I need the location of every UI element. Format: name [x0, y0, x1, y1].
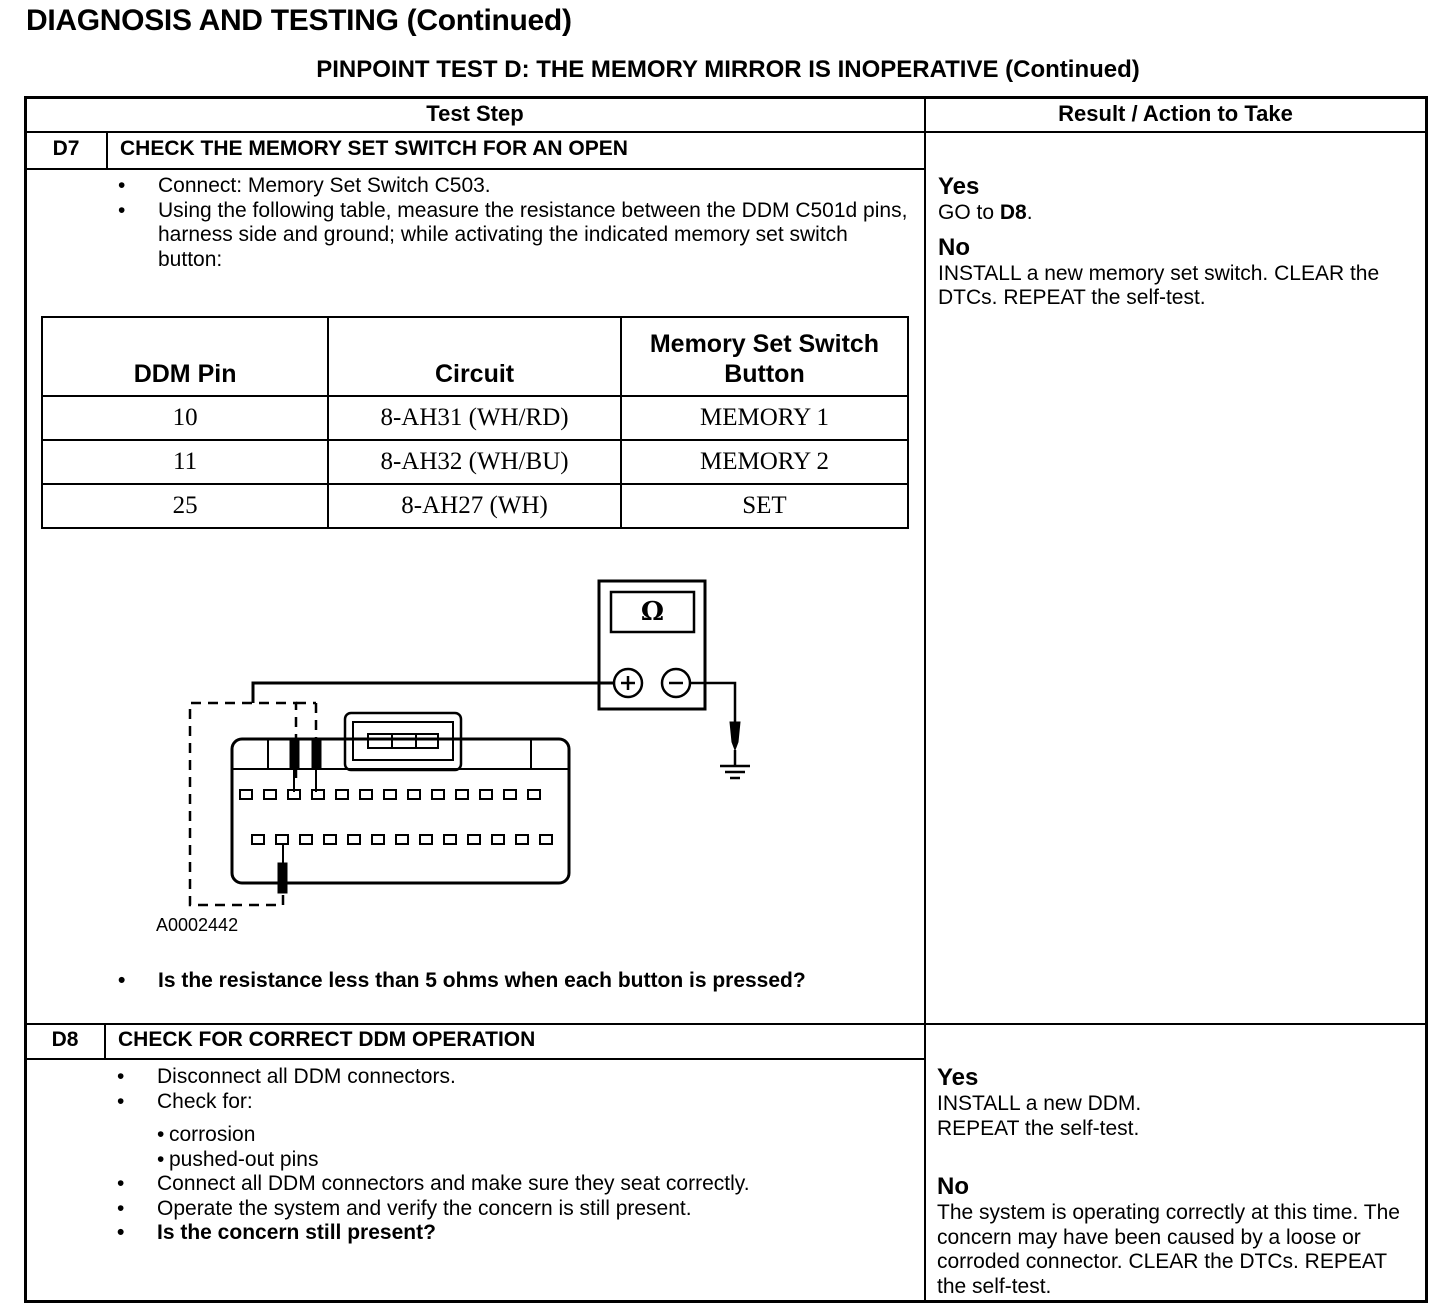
d8-bullet: • Operate the system and verify the concern is still present. [117, 1197, 917, 1222]
negative-lead-wire [690, 683, 735, 730]
goto-d8-link[interactable]: D8 [999, 201, 1027, 224]
d7-id-divider [106, 131, 108, 169]
table-border-top [24, 96, 1428, 99]
d7-no-action: INSTALL a new memory set switch. CLEAR the DTCs. REPEAT the self-test. [938, 261, 1380, 309]
column-header-result: Result / Action to Take [1058, 101, 1293, 126]
table-cell: SET [621, 484, 908, 528]
d8-results [937, 1064, 1419, 1299]
step-id-d8: D8 [51, 1028, 79, 1051]
pin-row-upper [240, 790, 540, 799]
connector-diagram [150, 570, 790, 920]
test-probes [278, 722, 740, 893]
table-row [42, 484, 908, 528]
step-id-d7: D7 [52, 137, 80, 160]
table-header: Memory Set Switch Button [621, 317, 908, 396]
d8-bullet: • Check for: [117, 1090, 917, 1115]
d7-bullet: • Using the following table, measure the resistance between the DDM C501d pins, harness side and ground; while activating the indicated memory set switch button: [118, 199, 908, 273]
table-cell: 8-AH27 (WH) [328, 484, 621, 528]
step-title-d8: CHECK FOR CORRECT DDM OPERATION [118, 1028, 536, 1051]
ground-symbol [720, 750, 750, 778]
table-cell: MEMORY 2 [621, 440, 908, 484]
d8-yes-action: REPEAT the self-test. [937, 1116, 1140, 1140]
pin-resistance-table [41, 316, 909, 529]
d8-instructions [117, 1065, 917, 1246]
d7-no-label: No [938, 233, 970, 261]
d7-instructions [118, 174, 908, 272]
d8-bullet: • Connect all DDM connectors and make sure they seat correctly. [117, 1172, 917, 1197]
d8-sub-item: • pushed-out pins [157, 1148, 917, 1173]
step-divider [24, 1023, 1428, 1025]
d8-question: • Is the concern still present? [117, 1221, 917, 1246]
d7-title-underline [24, 168, 926, 170]
d8-no-label: No [937, 1173, 969, 1200]
d8-bullet: • Disconnect all DDM connectors. [117, 1065, 917, 1090]
d8-yes-action: INSTALL a new DDM. [937, 1092, 1142, 1115]
table-cell: 25 [42, 484, 328, 528]
step-title-d7: CHECK THE MEMORY SET SWITCH FOR AN OPEN [120, 137, 628, 160]
d7-yes-label: Yes [938, 173, 980, 200]
table-cell: 8-AH31 (WH/RD) [328, 396, 621, 440]
d8-sub-item: • corrosion [157, 1123, 917, 1148]
d8-title-underline [24, 1058, 926, 1060]
column-header-test-step: Test Step [426, 101, 524, 126]
positive-lead-wire [253, 683, 614, 703]
d7-yes-action: GO to D8. [938, 201, 1033, 224]
d7-question: • Is the resistance less than 5 ohms when each button is pressed? [118, 969, 888, 994]
table-border-left [24, 96, 27, 1303]
table-border-bottom [24, 1300, 1428, 1303]
table-row [42, 440, 908, 484]
d7-results [938, 173, 1418, 311]
header-row-divider [24, 131, 1428, 133]
d7-bullet: • Connect: Memory Set Switch C503. [118, 174, 908, 199]
ohm-symbol: Ω [640, 597, 665, 627]
pinpoint-test-title: PINPOINT TEST D: THE MEMORY MIRROR IS INOPERATIVE (Continued) [316, 56, 1140, 83]
figure-id: A0002442 [156, 915, 239, 935]
table-border-right [1425, 96, 1428, 1303]
column-divider [924, 96, 926, 1303]
pin-row-lower [252, 835, 552, 844]
d8-no-action: The system is operating correctly at this time. The concern may have been caused by a loose or corroded connector. CLEAR the DTCs. REPEAT the self-test. [937, 1201, 1400, 1298]
table-header: Circuit [328, 317, 621, 396]
table-cell: 11 [42, 440, 328, 484]
d8-id-divider [104, 1024, 106, 1059]
table-cell: 8-AH32 (WH/BU) [328, 440, 621, 484]
table-row [42, 396, 908, 440]
table-cell: MEMORY 1 [621, 396, 908, 440]
table-header: DDM Pin [42, 317, 328, 396]
d8-yes-label: Yes [937, 1064, 979, 1091]
table-cell: 10 [42, 396, 328, 440]
page-title: DIAGNOSIS AND TESTING (Continued) [26, 4, 572, 37]
